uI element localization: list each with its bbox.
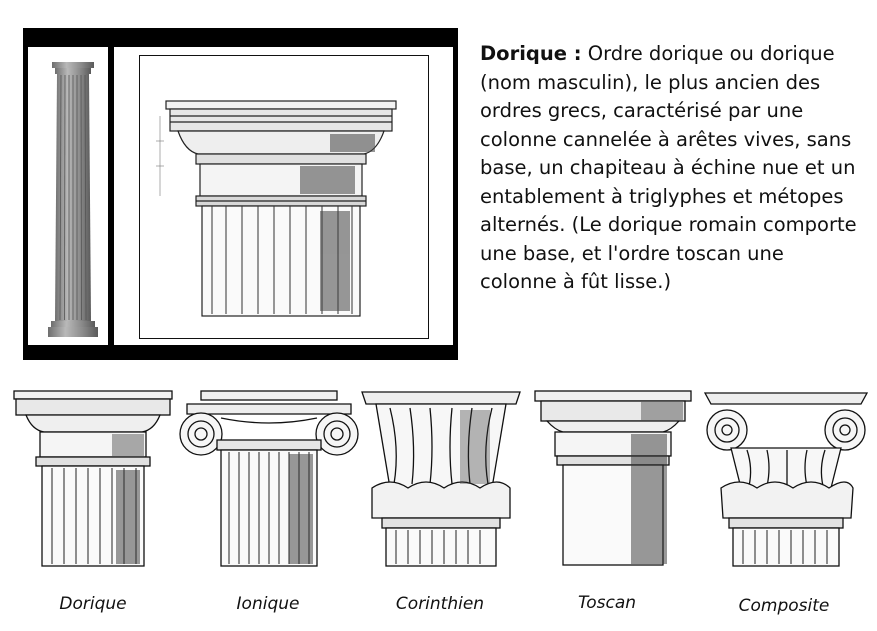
order-caption-composite: Composite	[738, 596, 830, 616]
order-ionique-illustration	[177, 388, 361, 568]
order-caption-corinthien: Corinthien	[395, 594, 485, 614]
capital-figure-panel	[114, 47, 453, 345]
order-dorique-illustration	[12, 388, 174, 568]
doric-capital-engraving	[140, 56, 428, 338]
order-corinthien-illustration	[360, 388, 522, 568]
illustration-frame	[23, 28, 458, 360]
order-composite-illustration	[701, 388, 871, 568]
column-figure-panel	[28, 47, 108, 345]
definition-term: Dorique :	[480, 42, 582, 65]
order-toscan-illustration	[533, 388, 693, 568]
capital-engraving-box	[139, 55, 429, 339]
order-caption-toscan: Toscan	[577, 593, 637, 613]
order-caption-ionique: Ionique	[236, 594, 300, 614]
definition-body: Ordre dorique ou dorique (nom masculin), le plus ancien des ordres grecs, caractérisé par une colonne cannelée à arêtes vives, sans base, un chapiteau à échine nue et un entablement à triglyphes et métopes alternés. (Le dorique romain comporte une base, et l'ordre toscan une colonne à fût lisse.)	[480, 42, 857, 293]
doric-column-illustration	[28, 47, 108, 345]
order-caption-dorique: Dorique	[59, 594, 127, 614]
definition-text	[480, 40, 860, 297]
